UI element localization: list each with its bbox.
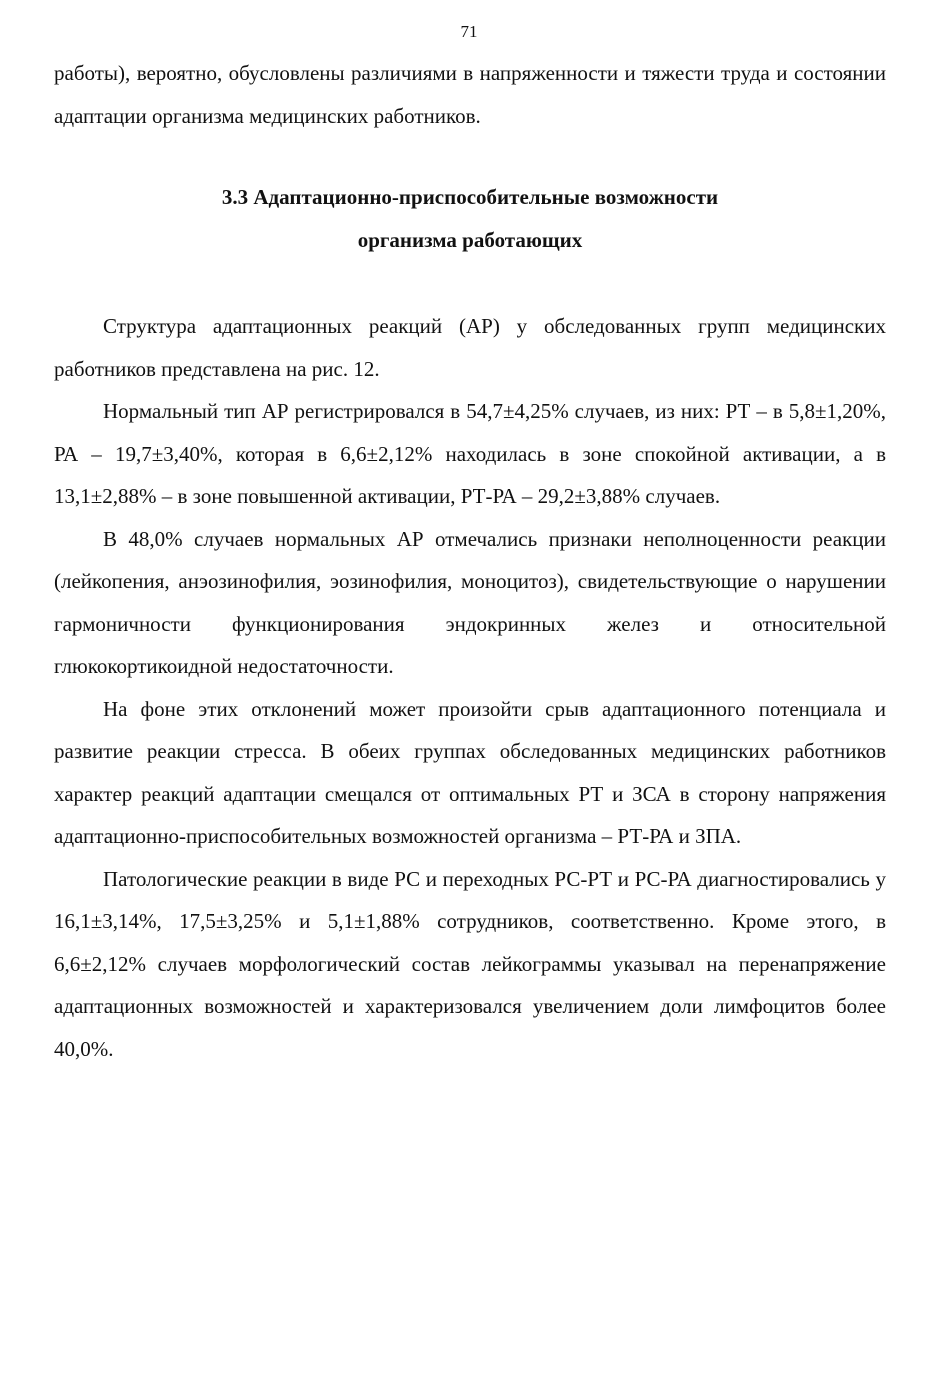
paragraph-deficiency: В 48,0% случаев нормальных АР отмечались признаки неполноценности реакции (лейкопения, анэозинофилия, эозинофилия, моноцитоз), свидетельствующие о нарушении гармоничности функционирования эндокринных желез и относительной глюкокортикоидной недостаточности.: [54, 526, 886, 678]
paragraph-pathology: Патологические реакции в виде РС и переходных РС-РТ и РС-РА диагностировались у 16,1±3,14%, 17,5±3,25% и 5,1±1,88% сотрудников, соответственно. Кроме этого, в 6,6±2,12% случаев морфологический состав лейкограммы указывал на перенапряжение адаптационных возможностей и характеризовался увеличением доли лимфоцитов более 40,0%.: [54, 866, 886, 1061]
section-heading-line-1: 3.3 Адаптационно-приспособительные возможности: [221, 185, 719, 209]
section-heading-line-2: организма работающих: [357, 228, 583, 252]
section-body: [54, 305, 886, 1070]
page-number: 71: [460, 22, 478, 41]
paragraph-normal-type: Нормальный тип АР регистрировался в 54,7±4,25% случаев, из них: РТ – в 5,8±1,20%, РА – 19,7±3,40%, которая в 6,6±2,12% находилась в зоне спокойной активации, а в 13,1±2,88% – в зоне повышенной активации, РТ-РА – 29,2±3,88% случаев.: [54, 399, 886, 508]
paragraph-stress: На фоне этих отклонений может произойти срыв адаптационного потенциала и развитие реакции стресса. В обеих группах обследованных медицинских работников характер реакций адаптации смещался от оптимальных РТ и ЗСА в сторону напряжения адаптационно-приспособительных возможностей организма – РТ-РА и ЗПА.: [54, 696, 886, 848]
paragraph-structure: Структура адаптационных реакций (АР) у обследованных групп медицинских работников представлена на рис. 12.: [54, 314, 886, 381]
section-heading: [54, 176, 886, 262]
continuation-paragraph: работы), вероятно, обусловлены различиями в напряженности и тяжести труда и состоянии адаптации организма медицинских работников.: [54, 61, 886, 128]
